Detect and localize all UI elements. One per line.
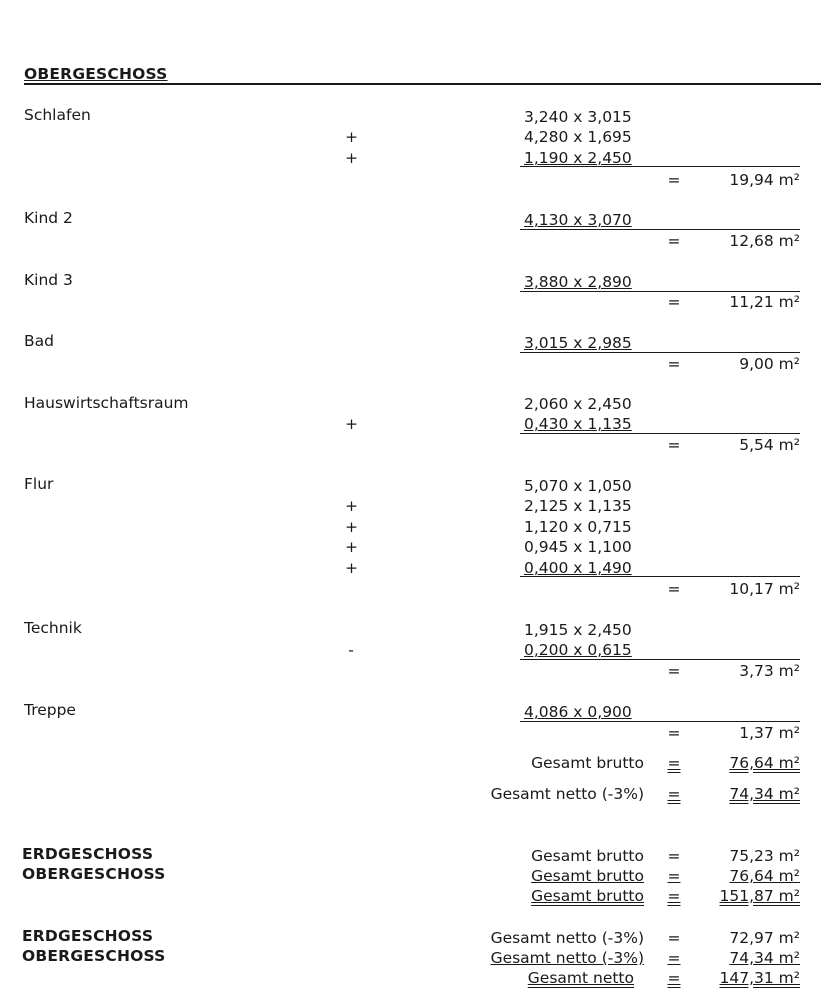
dimension-term: 3,015 x 2,985 [524,334,632,352]
operator: + [345,128,358,146]
total-label: Gesamt brutto [531,754,644,772]
room-name: Treppe [24,701,76,719]
room-area: 19,94 m² [729,171,800,189]
summary-area: 147,31 m² [719,969,800,987]
dimension-term: 4,086 x 0,900 [524,703,632,721]
floor-label: OBERGESCHOSS [22,865,166,883]
room-name: Flur [24,475,54,493]
sum-rule [520,659,800,660]
summary-label: Gesamt brutto [531,867,644,885]
summary-area: 75,23 m² [729,847,800,865]
summary-label: Gesamt brutto [531,887,644,905]
operator: + [345,149,358,167]
operator: - [348,641,354,659]
section-heading-obergeschoss: OBERGESCHOSS [24,65,168,83]
operator: + [345,518,358,536]
summary-label: Gesamt brutto [531,847,644,865]
sum-rule [520,433,800,434]
dimension-term: 0,945 x 1,100 [524,538,632,556]
total-area: 76,64 m² [729,754,800,772]
summary-label: Gesamt netto (-3%) [490,949,644,967]
floor-label: OBERGESCHOSS [22,947,166,965]
equals-sign: = [667,171,681,189]
equals-sign: = [667,724,681,742]
dimension-term: 2,125 x 1,135 [524,497,632,515]
equals-sign: = [667,754,681,772]
equals-sign: = [667,662,681,680]
equals-sign: = [667,355,681,373]
equals-sign: = [667,785,681,803]
equals-sign: = [667,929,681,947]
floor-label: ERDGESCHOSS [22,845,154,863]
dimension-term: 0,200 x 0,615 [524,641,632,659]
sum-rule [520,576,800,577]
sum-rule [520,229,800,230]
dimension-term: 0,400 x 1,490 [524,559,632,577]
total-area: 74,34 m² [729,785,800,803]
operator: + [345,415,358,433]
room-area: 12,68 m² [729,232,800,250]
operator: + [345,559,358,577]
room-name: Hauswirtschaftsraum [24,394,189,412]
room-name: Kind 3 [24,271,73,289]
summary-area: 151,87 m² [719,887,800,905]
room-area: 3,73 m² [739,662,800,680]
summary-label: Gesamt netto (-3%) [490,929,644,947]
sum-rule [520,352,800,353]
room-name: Technik [24,619,82,637]
dimension-term: 3,240 x 3,015 [524,108,632,126]
summary-area: 72,97 m² [729,929,800,947]
room-name: Bad [24,332,54,350]
room-area: 5,54 m² [739,436,800,454]
room-area: 9,00 m² [739,355,800,373]
equals-sign: = [667,887,681,905]
heading-rule [24,83,821,85]
room-area: 11,21 m² [729,293,800,311]
room-area: 1,37 m² [739,724,800,742]
dimension-term: 4,130 x 3,070 [524,211,632,229]
summary-area: 76,64 m² [729,867,800,885]
dimension-term: 1,120 x 0,715 [524,518,632,536]
dimension-term: 3,880 x 2,890 [524,273,632,291]
floor-label: ERDGESCHOSS [22,927,154,945]
dimension-term: 0,430 x 1,135 [524,415,632,433]
room-name: Kind 2 [24,209,73,227]
summary-area: 74,34 m² [729,949,800,967]
sum-rule [520,166,800,167]
sum-rule [520,721,800,722]
dimension-term: 4,280 x 1,695 [524,128,632,146]
equals-sign: = [667,867,681,885]
equals-sign: = [667,847,681,865]
operator: + [345,538,358,556]
dimension-term: 2,060 x 2,450 [524,395,632,413]
dimension-term: 1,190 x 2,450 [524,149,632,167]
dimension-term: 5,070 x 1,050 [524,477,632,495]
equals-sign: = [667,436,681,454]
equals-sign: = [667,949,681,967]
dimension-term: 1,915 x 2,450 [524,621,632,639]
operator: + [345,497,358,515]
equals-sign: = [667,580,681,598]
room-area: 10,17 m² [729,580,800,598]
equals-sign: = [667,232,681,250]
room-name: Schlafen [24,106,91,124]
equals-sign: = [667,293,681,311]
summary-label: Gesamt netto [527,969,634,987]
total-label: Gesamt netto (-3%) [490,785,644,803]
equals-sign: = [667,969,681,987]
